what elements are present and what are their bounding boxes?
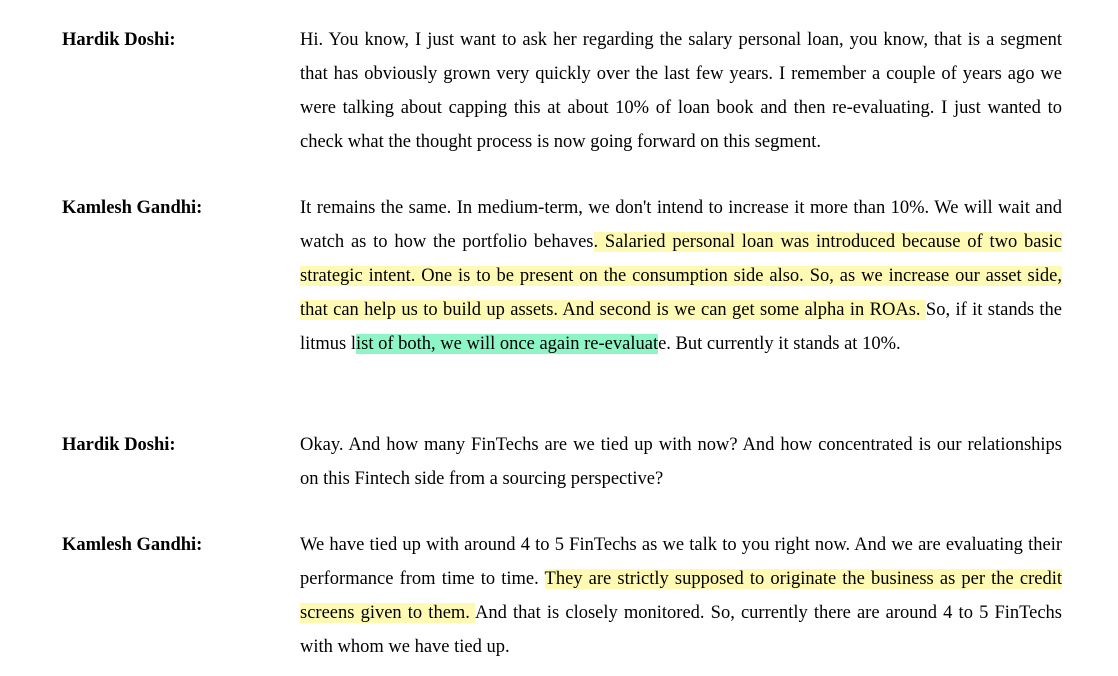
speaker-name: Hardik Doshi: xyxy=(62,30,176,50)
speaker-name: Kamlesh Gandhi: xyxy=(62,535,203,555)
speech-text xyxy=(300,23,1062,159)
speech-segment: And that is closely monitored. So, currently there are around 4 to 5 FinTechs with whom we have tied up. xyxy=(300,603,1063,657)
speech-segment: e. But currently it stands at 10%. xyxy=(658,334,901,354)
speech-text xyxy=(300,428,1062,496)
speaker-name: Kamlesh Gandhi: xyxy=(62,198,203,218)
highlighted-segment: . Salaried personal loan was introduced because of two basic strategic intent. One is to be present on the consumption side also. So, as we increase our asset side, that can help us to build up assets. And second is we can get some alpha in ROAs. xyxy=(300,232,1062,320)
speaker-name: Hardik Doshi: xyxy=(62,435,176,455)
speech-segment: We have tied up with around 4 to 5 FinTechs as we talk to you right now. And we are evaluating their performance from time to time. xyxy=(300,535,1062,589)
speech-segment: So, if it stands the litmus l xyxy=(300,300,1062,354)
speech-segment: Okay. And how many FinTechs are we tied up with now? And how concentrated is our relationships on this Fintech side from a sourcing perspective? xyxy=(300,435,1062,489)
highlighted-segment: They are strictly supposed to originate the business as per the credit screens given to them. xyxy=(300,569,1062,623)
speech-segment: Hi. You know, I just want to ask her regarding the salary personal loan, you know, that is a segment that has obviously grown very quickly over the last few years. I remember a couple of years ago we were talking about capping this at about 10% of loan book and then re-evaluating. I just wanted to check what the thought process is now going forward on this segment. xyxy=(300,30,1062,152)
speech-text xyxy=(300,528,1062,664)
highlighted-segment: ist of both, we will once again re-evaluat xyxy=(356,334,659,354)
speech-text xyxy=(300,191,1062,361)
speech-segment: It remains the same. In medium-term, we don't intend to increase it more than 10%. We will wait and watch as to how the portfolio behaves xyxy=(300,198,1062,252)
